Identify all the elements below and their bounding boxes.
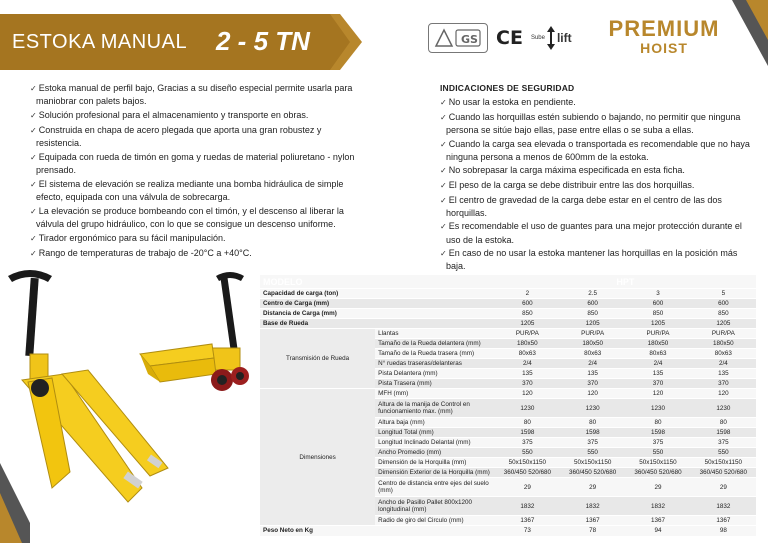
cell-value: PUR/PA xyxy=(691,329,756,339)
cell-value: 850 xyxy=(691,309,756,319)
cell-value: 850 xyxy=(560,309,625,319)
sube-label: Sube xyxy=(530,35,545,41)
cell-value: 1230 xyxy=(691,399,756,418)
cell-value: 1205 xyxy=(691,319,756,329)
hoist-text: HOIST xyxy=(640,40,688,56)
group-label: Transmisión de Rueda xyxy=(260,329,375,389)
table-row xyxy=(260,299,756,309)
row-label: Pista Delantera (mm) xyxy=(375,369,495,379)
table-row xyxy=(260,389,756,399)
feature-item: ✓ Tirador ergonómico para su fácil manipulación. xyxy=(30,232,226,243)
cell-value: 5 xyxy=(691,289,756,299)
premium-text: PREMIUM xyxy=(608,16,720,41)
feature-item: ✓ La elevación se produce bombeando con el timón, y el descenso al liberar la válvula del grupo hidráulico, con lo que se consigue un descenso uniforme. xyxy=(30,205,344,229)
feature-item: ✓ El sistema de elevación se realiza mediante una bomba hidráulica de simple efecto, equipada con una válvula de sobrecarga. xyxy=(30,178,344,202)
cell-value: 180x50 xyxy=(495,339,560,349)
cell-value: 80 xyxy=(625,418,690,428)
cell-value: PUR/PA xyxy=(495,329,560,339)
double-arrow-icon xyxy=(547,26,555,50)
cell-value: 94 xyxy=(625,526,690,536)
cell-value: 180x50 xyxy=(691,339,756,349)
row-label: MFH (mm) xyxy=(375,389,495,399)
row-label: Centro de distancia entre ejes del suelo (mm) xyxy=(375,478,495,497)
safety-item: ✓ Cuando las horquillas estén subiendo o bajando, no permitir que ninguna persona se sitúe bajo ellas, pase entre ellas o se suba a ellas. xyxy=(440,111,741,135)
cell-value: 120 xyxy=(691,389,756,399)
cell-value: 29 xyxy=(560,478,625,497)
cell-value: 600 xyxy=(625,299,690,309)
table-row xyxy=(260,319,756,329)
cell-value: 370 xyxy=(691,379,756,389)
cell-value: 50x150x1150 xyxy=(495,458,560,468)
bottom-rows xyxy=(260,526,756,536)
cell-value: 180x50 xyxy=(625,339,690,349)
row-label: Centro de Carga (mm) xyxy=(260,299,495,309)
cell-value: 50x150x1150 xyxy=(691,458,756,468)
check-icon: ✓ xyxy=(440,139,447,149)
cell-value: PUR/PA xyxy=(560,329,625,339)
table-row xyxy=(260,289,756,299)
dimensions-group xyxy=(260,389,756,526)
feature-item: ✓ Estoka manual de perfil bajo, Gracias a su diseño especial permite usarla para maniobrar con palets bajos. xyxy=(30,83,353,107)
cell-value: 80 xyxy=(495,418,560,428)
check-icon: ✓ xyxy=(440,222,447,232)
safety-section xyxy=(440,82,758,274)
cell-value: 80x63 xyxy=(691,349,756,359)
cell-value: 29 xyxy=(691,478,756,497)
feature-item: ✓ Equipada con rueda de timón en goma y ruedas de material poliuretano - nylon prensado. xyxy=(30,151,355,175)
cell-value: 2/4 xyxy=(560,359,625,369)
cell-value: 1205 xyxy=(560,319,625,329)
row-label: Dimensión de la Horquilla (mm) xyxy=(375,458,495,468)
premium-hoist-logo xyxy=(602,18,726,56)
corner-decoration-bottom-left xyxy=(0,463,30,543)
check-icon: ✓ xyxy=(30,248,37,258)
cell-value: 135 xyxy=(625,369,690,379)
cell-value: 1230 xyxy=(560,399,625,418)
certification-logos xyxy=(428,18,572,58)
cell-value: 120 xyxy=(625,389,690,399)
safety-item: ✓ No sobrepasar la carga máxima especificada en esta ficha. xyxy=(440,165,685,176)
cell-value: 600 xyxy=(495,299,560,309)
header-modelo: MODELO xyxy=(260,275,495,289)
row-label: Pista Trasera (mm) xyxy=(375,379,495,389)
cell-value: 370 xyxy=(625,379,690,389)
check-icon: ✓ xyxy=(30,125,37,135)
cell-value: 120 xyxy=(495,389,560,399)
check-icon: ✓ xyxy=(30,233,37,243)
cell-value: 135 xyxy=(560,369,625,379)
cell-value: 550 xyxy=(560,448,625,458)
cell-value: 135 xyxy=(495,369,560,379)
cell-value: 375 xyxy=(560,438,625,448)
cell-value: 360/450 520/680 xyxy=(691,468,756,478)
row-label: N° ruedas traseras/delanteras xyxy=(375,359,495,369)
cell-value: 2/4 xyxy=(691,359,756,369)
feature-item: ✓ Rango de temperaturas de trabajo de -20°C a +40°C. xyxy=(30,247,252,258)
safety-item: ✓ En caso de no usar la estoka mantener las horquillas en la posición más baja. xyxy=(440,248,738,272)
check-icon: ✓ xyxy=(30,179,37,189)
cell-value: 1598 xyxy=(495,428,560,438)
cell-value: 80x63 xyxy=(625,349,690,359)
cell-value: 80x63 xyxy=(560,349,625,359)
row-label: Peso Neto en Kg xyxy=(260,526,495,536)
row-label: Tamaño de la Rueda trasera (mm) xyxy=(375,349,495,359)
safety-item: ✓ No usar la estoka en pendiente. xyxy=(440,97,576,108)
row-label: Ancho de Pasillo Pallet 800x1200 longitudinal (mm) xyxy=(375,497,495,516)
table-header-row xyxy=(260,275,756,289)
cell-value: 1230 xyxy=(495,399,560,418)
cell-value: 1832 xyxy=(625,497,690,516)
cell-value: 1367 xyxy=(495,516,560,526)
safety-item: ✓ El centro de gravedad de la carga debe estar en el centro de las dos horquillas. xyxy=(440,194,722,218)
table-row xyxy=(260,309,756,319)
row-label: Base de Rueda xyxy=(260,319,495,329)
safety-item: ✓ El peso de la carga se debe distribuir entre las dos horquillas. xyxy=(440,179,695,190)
row-label: Distancia de Carga (mm) xyxy=(260,309,495,319)
cell-value: 1598 xyxy=(691,428,756,438)
check-icon: ✓ xyxy=(30,152,37,162)
cell-value: 1367 xyxy=(691,516,756,526)
check-icon: ✓ xyxy=(30,206,37,216)
feature-item: ✓ Construida en chapa de acero plegada que aporta una gran robustez y resistencia. xyxy=(30,124,322,148)
cell-value: 375 xyxy=(625,438,690,448)
lift-label: lift xyxy=(556,31,572,45)
cell-value: 1598 xyxy=(625,428,690,438)
cell-value: 370 xyxy=(560,379,625,389)
cell-value: 180x50 xyxy=(560,339,625,349)
check-icon: ✓ xyxy=(440,112,447,122)
features-list xyxy=(30,82,360,261)
gs-certification-icon xyxy=(428,23,488,53)
top-rows xyxy=(260,289,756,329)
cell-value: 3 xyxy=(625,289,690,299)
safety-heading: INDICACIONES DE SEGURIDAD xyxy=(440,83,575,93)
safety-item: ✓ Es recomendable el uso de guantes para una mejor protección durante el uso de la estoka. xyxy=(440,221,742,245)
row-label: Capacidad de carga (ton) xyxy=(260,289,495,299)
cell-value: 80 xyxy=(691,418,756,428)
model-range: 2 - 5 TN xyxy=(216,26,310,56)
cell-value: 2/4 xyxy=(495,359,560,369)
cell-value: 2 xyxy=(495,289,560,299)
cell-value: PUR/PA xyxy=(625,329,690,339)
check-icon: ✓ xyxy=(30,111,37,120)
cell-value: 50x150x1150 xyxy=(560,458,625,468)
cell-value: 98 xyxy=(691,526,756,536)
cell-value: 370 xyxy=(495,379,560,389)
cell-value: 550 xyxy=(691,448,756,458)
cell-value: 850 xyxy=(625,309,690,319)
cell-value: 1832 xyxy=(560,497,625,516)
pallet-jack-large xyxy=(8,270,168,502)
cell-value: 1598 xyxy=(560,428,625,438)
check-icon: ✓ xyxy=(30,84,37,93)
cell-value: 1205 xyxy=(625,319,690,329)
row-label: Longitud Inclinado Delantal (mm) xyxy=(375,438,495,448)
svg-text:GS: GS xyxy=(461,33,478,46)
row-label: Radio de giro del Circulo (mm) xyxy=(375,516,495,526)
cell-value: 73 xyxy=(495,526,560,536)
cell-value: 80x63 xyxy=(495,349,560,359)
cell-value: 360/450 520/680 xyxy=(625,468,690,478)
pallet-jack-small xyxy=(140,272,249,391)
cell-value: 2.5 xyxy=(560,289,625,299)
check-icon: ✓ xyxy=(440,166,447,176)
cell-value: 600 xyxy=(691,299,756,309)
check-icon: ✓ xyxy=(440,249,447,259)
check-icon: ✓ xyxy=(440,98,447,108)
pallet-jack-image xyxy=(0,262,262,543)
specifications-table xyxy=(260,274,756,536)
cell-value: 1367 xyxy=(560,516,625,526)
cell-value: 550 xyxy=(625,448,690,458)
row-label: Tamaño de la Rueda delantera (mm) xyxy=(375,339,495,349)
transmission-group xyxy=(260,329,756,389)
title-banner xyxy=(0,14,362,70)
row-label: Llantas xyxy=(375,329,495,339)
header-hpt: HPT xyxy=(495,275,756,289)
table-row xyxy=(260,526,756,536)
cell-value: 375 xyxy=(691,438,756,448)
cell-value: 78 xyxy=(560,526,625,536)
corner-decoration-top-right xyxy=(732,0,768,66)
cell-value: 1832 xyxy=(495,497,560,516)
cell-value: 1367 xyxy=(625,516,690,526)
row-label: Ancho Promedio (mm) xyxy=(375,448,495,458)
cell-value: 375 xyxy=(495,438,560,448)
row-label: Altura baja (mm) xyxy=(375,418,495,428)
ce-mark: CE xyxy=(496,27,523,49)
cell-value: 850 xyxy=(495,309,560,319)
feature-item: ✓ Solución profesional para el almacenamiento y transporte en obras. xyxy=(30,110,309,120)
sube-lift-logo xyxy=(531,26,572,50)
check-icon: ✓ xyxy=(440,195,447,205)
cell-value: 29 xyxy=(625,478,690,497)
page-title: ESTOKA MANUAL xyxy=(12,31,188,53)
check-icon: ✓ xyxy=(440,180,447,190)
cell-value: 1230 xyxy=(625,399,690,418)
group-label: Dimensiones xyxy=(260,389,375,526)
cell-value: 360/450 520/680 xyxy=(495,468,560,478)
cell-value: 1205 xyxy=(495,319,560,329)
table-row xyxy=(260,329,756,339)
cell-value: 50x150x1150 xyxy=(625,458,690,468)
cell-value: 120 xyxy=(560,389,625,399)
cell-value: 135 xyxy=(691,369,756,379)
cell-value: 600 xyxy=(560,299,625,309)
cell-value: 29 xyxy=(495,478,560,497)
cell-value: 550 xyxy=(495,448,560,458)
cell-value: 2/4 xyxy=(625,359,690,369)
cell-value: 1832 xyxy=(691,497,756,516)
row-label: Longitud Total (mm) xyxy=(375,428,495,438)
row-label: Altura de la manija de Control en funcionamiento max. (mm) xyxy=(375,399,495,418)
cell-value: 80 xyxy=(560,418,625,428)
cell-value: 360/450 520/680 xyxy=(560,468,625,478)
safety-list xyxy=(440,96,758,272)
safety-item: ✓ Cuando la carga sea elevada o transportada es recomendable que no haya ninguna persona a menos de 600mm de la estoka. xyxy=(440,138,750,162)
row-label: Dimensión Exterior de la Horquilla (mm) xyxy=(375,468,495,478)
